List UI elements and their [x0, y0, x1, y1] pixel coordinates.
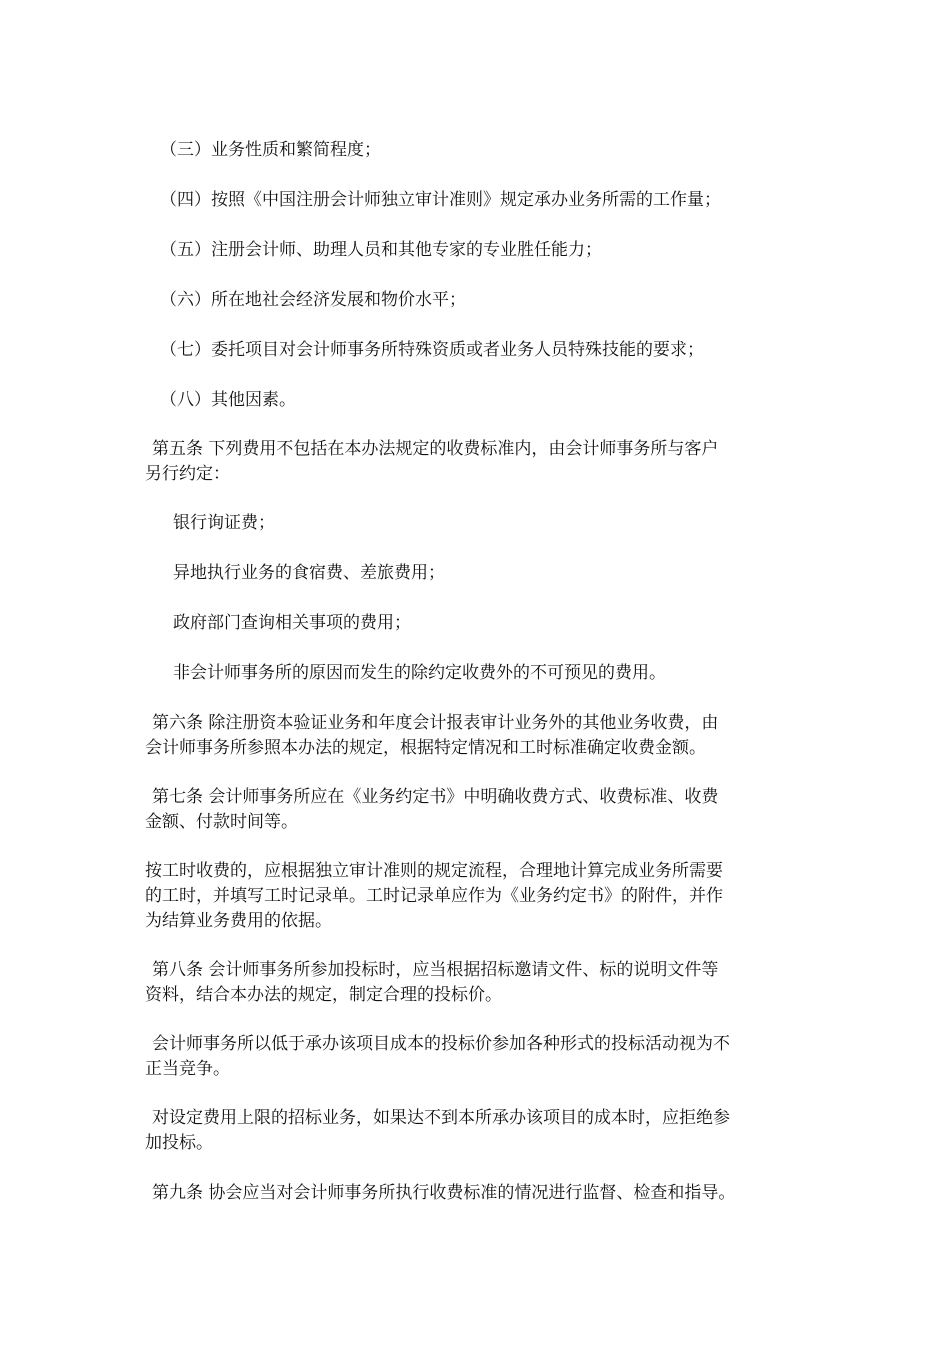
bidding-1-line-2: 正当竞争。 [145, 1059, 230, 1079]
item-5: （五）注册会计师、助理人员和其他专家的专业胜任能力； [160, 240, 602, 260]
article-6-line-1: 第六条 除注册资本验证业务和年度会计报表审计业务外的其他业务收费，由 [152, 713, 719, 733]
article-9: 第九条 协会应当对会计师事务所执行收费标准的情况进行监督、检查和指导。 [152, 1183, 736, 1203]
hourly-line-3: 为结算业务费用的依据。 [145, 911, 332, 931]
item-8: （八）其他因素。 [160, 390, 296, 410]
bidding-1-line-1: 会计师事务所以低于承办该项目成本的投标价参加各种形式的投标活动视为不 [152, 1034, 730, 1054]
fee-item-2: 异地执行业务的食宿费、差旅费用； [173, 563, 445, 583]
bidding-2-line-2: 加投标。 [145, 1133, 213, 1153]
fee-item-1: 银行询证费； [173, 513, 275, 533]
article-6-line-2: 会计师事务所参照本办法的规定，根据特定情况和工时标准确定收费金额。 [145, 738, 706, 758]
fee-item-3: 政府部门查询相关事项的费用； [173, 613, 411, 633]
fee-item-4: 非会计师事务所的原因而发生的除约定收费外的不可预见的费用。 [173, 663, 666, 683]
item-4: （四）按照《中国注册会计师独立审计准则》规定承办业务所需的工作量； [160, 190, 721, 210]
item-6: （六）所在地社会经济发展和物价水平； [160, 290, 466, 310]
article-5-line-2: 另行约定： [145, 464, 230, 484]
bidding-2-line-1: 对设定费用上限的招标业务，如果达不到本所承办该项目的成本时，应拒绝参 [152, 1108, 730, 1128]
hourly-line-1: 按工时收费的，应根据独立审计准则的规定流程，合理地计算完成业务所需要 [145, 861, 723, 881]
hourly-line-2: 的工时，并填写工时记录单。工时记录单应作为《业务约定书》的附件，并作 [145, 886, 723, 906]
article-7-line-1: 第七条 会计师事务所应在《业务约定书》中明确收费方式、收费标准、收费 [152, 787, 719, 807]
item-3: （三）业务性质和繁简程度； [160, 140, 381, 160]
article-5-line-1: 第五条 下列费用不包括在本办法规定的收费标准内，由会计师事务所与客户 [152, 439, 719, 459]
item-7: （七）委托项目对会计师事务所特殊资质或者业务人员特殊技能的要求； [160, 340, 704, 360]
article-7-line-2: 金额、付款时间等。 [145, 812, 298, 832]
article-8-line-1: 第八条 会计师事务所参加投标时，应当根据招标邀请文件、标的说明文件等 [152, 960, 719, 980]
article-8-line-2: 资料，结合本办法的规定，制定合理的投标价。 [145, 985, 502, 1005]
